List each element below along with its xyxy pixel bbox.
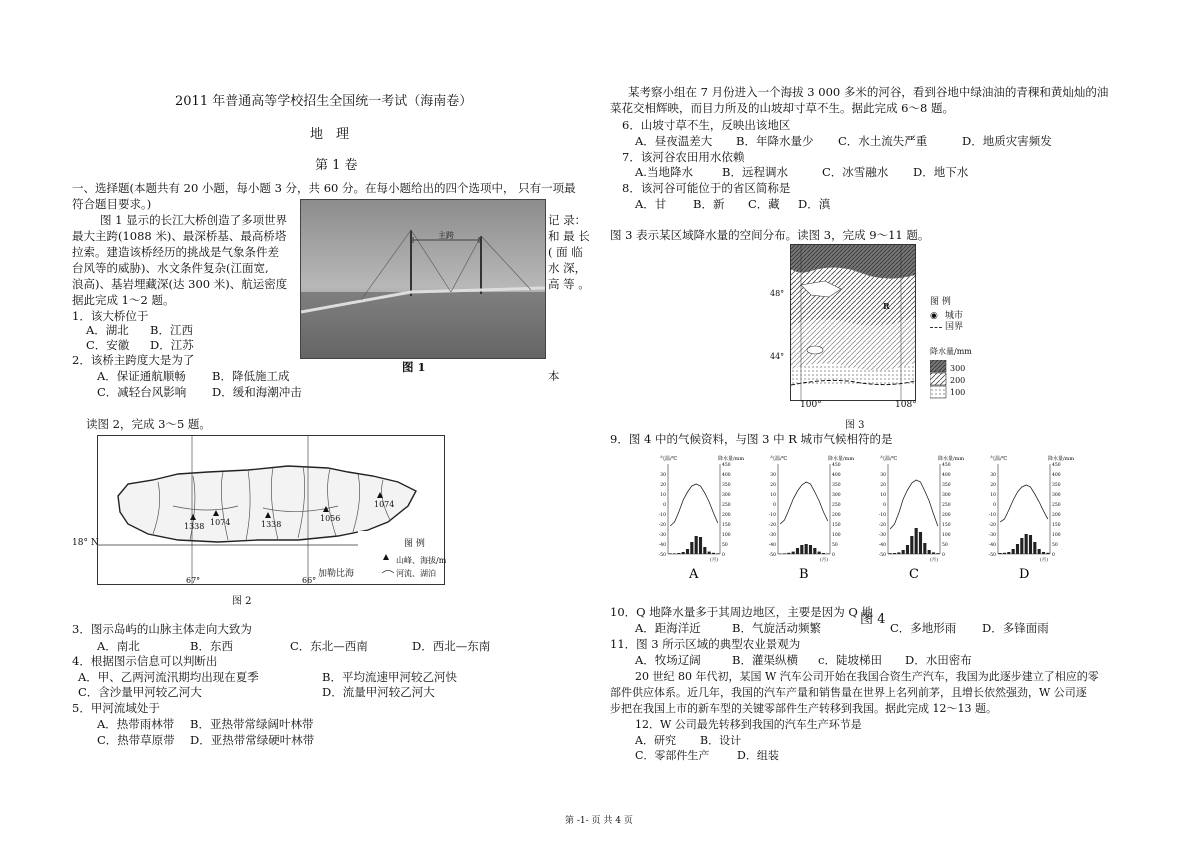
temp-tick-label: 10 [660,493,666,498]
precip-bar [712,553,715,554]
q1-option-c: C．安徽 [86,338,130,352]
temp-tick-label: -10 [768,513,776,518]
fig2-legend-peak: 山峰、海拔/m [396,556,447,565]
temp-tick-label: 0 [883,503,886,508]
figure-4-caption: 图 4 [860,612,886,627]
passage3-line-3: 步把在我国上市的新车型的关键零部件生产转移到我国。据此完成 12～13 题。 [610,702,997,715]
passage2-line-1: 某考察小组在 7 月份进入一个海拔 3 000 多米的河谷，看到谷地中绿油油的青稞和黄灿灿的油 [628,85,1109,99]
q2-option-b: B．降低施工成 [212,369,290,383]
precip-tick-label: 150 [832,523,841,528]
precip-bar [792,552,795,554]
q11-option-a: A．牧场辽阔 [635,653,701,667]
border-symbol-icon [930,327,942,328]
fig2-legend-title: 图 例 [404,539,425,549]
temp-tick-label: 20 [660,483,666,488]
precip-bar [1046,553,1049,554]
precip-bar [897,552,900,554]
q3-option-a: A．南北 [97,639,140,653]
precip-tick-label: 150 [1052,523,1061,528]
q8-option-a: A．甘 [635,197,667,211]
question-3: 3．图示岛屿的山脉主体走向大致为 [72,622,252,636]
precip-tick-label: 100 [832,533,841,538]
temp-tick-label: -20 [988,523,996,528]
fig3-legend-city: 城市 [945,311,964,321]
q1-option-d: D．江苏 [150,338,194,352]
precip-bar [1016,544,1019,554]
precip-bar [822,553,825,554]
precip-bar [910,536,913,554]
precip-axis-label: 降水量/mm [938,456,965,462]
fig3-legend-border: 国界 [945,322,964,332]
precip-bar [923,543,926,554]
precip-tick-label: 450 [722,463,731,468]
temp-tick-label: -50 [878,553,886,558]
q2-option-d: D．缓和海潮冲击 [212,385,302,399]
precip-bar [1025,534,1028,554]
precip-bar [915,528,918,554]
precip-bar [1020,538,1023,554]
q1-option-b: B．江西 [150,323,193,337]
peak-label-5: 1074 [374,500,395,509]
temperature-curve [670,484,718,526]
q10-option-b: B．气旋活动频繁 [732,621,821,635]
latitude-18n-label: 18° N [72,538,99,548]
temp-axis-label: 气温/℃ [990,456,1008,462]
precip-bar [703,547,706,554]
temp-tick-label: 10 [880,493,886,498]
read-figure-3: 图 3 表示某区域降水量的空间分布。读图 3，完成 9～11 题。 [610,228,930,242]
passage3-line-1: 20 世纪 80 年代初，某国 W 汽车公司开始在我国合资生产汽车，我国为此逐步建立了相应的零 [635,670,1099,683]
passage1-right-1: 记 录： [548,213,587,227]
temp-tick-label: 0 [773,503,776,508]
precip-tick-label: 250 [1052,503,1061,508]
precip-bar [906,545,909,554]
precip-bar [787,553,790,554]
temperature-curve [780,482,828,524]
precip-bar [813,548,816,554]
figure-2-island-map [97,435,445,585]
q5-option-c: C．热带草原带 [97,733,175,747]
fig3-precip-title: 降水量/mm [930,347,972,356]
temp-tick-label: 0 [663,503,666,508]
exam-title: 2011 年普通高等学校招生全国统一考试（海南卷） [175,94,473,109]
precip-axis-label: 降水量/mm [718,456,745,462]
q6-option-a: A．昼夜温差大 [635,134,713,148]
read-figure-2: 读图 2，完成 3～5 题。 [86,417,211,431]
precip-bar [1029,535,1032,554]
precip-bar [893,553,896,554]
subject-title: 地 理 [310,127,350,142]
precip-tick-label: 350 [832,483,841,488]
question-6: 6．山坡寸草不生，反映出该地区 [622,118,791,132]
q11-option-c: c．陡坡梯田 [818,653,882,667]
temp-tick-label: -30 [988,533,996,538]
question-4: 4．根据图示信息可以判断出 [72,654,218,668]
precip-tick-label: 200 [942,513,951,518]
temp-tick-label: 10 [770,493,776,498]
precip-tick-label: 0 [722,553,725,558]
figure-1-bridge-photo [300,199,546,359]
precip-tick-label: 350 [722,483,731,488]
temp-tick-label: 20 [770,483,776,488]
caribbean-sea-label: 加勒比海 [318,569,355,579]
precip-tick-label: 400 [942,473,951,478]
passage1-line-4: 台风等的威胁)、水文条件复杂(江面宽, [72,261,269,275]
precip-bar [936,553,939,554]
precip-bar [919,532,922,554]
q2-trailing-char: 本 [548,369,560,383]
temp-axis-label: 气温/℃ [770,456,788,462]
precip-tick-label: 100 [942,533,951,538]
temp-tick-label: -50 [658,553,666,558]
climograph-letter: A [689,567,699,582]
q7-option-c: C．冰雪融水 [822,165,889,179]
precip-bar [796,548,799,554]
precip-bar [677,553,680,554]
precip-tick-label: 50 [832,543,838,548]
q6-option-b: B．年降水量少 [736,134,814,148]
precip-tick-label: 300 [942,493,951,498]
question-8: 8．该河谷可能位于的省区简称是 [622,181,791,195]
q6-option-c: C．水土流失严重 [838,134,928,148]
precip-bar [1038,549,1041,554]
island-map-graphic [98,436,447,584]
precip-tick-label: 300 [1052,493,1061,498]
temp-tick-label: -40 [878,543,886,548]
temp-tick-label: 30 [660,473,666,478]
passage1-line-2: 最大主跨(1088 米)、最深桥基、最高桥塔 [72,229,287,243]
precip-tick-label: 400 [1052,473,1061,478]
fig3-legend-title: 图 例 [930,297,951,307]
precip-tick-label: 300 [722,493,731,498]
question-10: 10．Q 地降水量多于其周边地区，主要是因为 Q 地 [610,605,873,619]
precip-bar [818,552,821,554]
peak-label-1: 1338 [184,522,205,531]
precip-bar [999,553,1002,554]
precip-tick-label: 0 [1052,553,1055,558]
precip-bar [695,536,698,554]
q1-option-a: A．湖北 [86,323,129,337]
question-1: 1．该大桥位于 [72,309,149,323]
figure-3-precipitation-map [790,244,916,401]
q10-option-a: A．距海洋近 [635,621,701,635]
climograph-letter: C [909,567,919,582]
precip-bar [928,550,931,554]
temp-axis-label: 气温/℃ [660,456,678,462]
figure-3-caption: 图 3 [845,420,865,431]
temp-axis-label: 气温/℃ [880,456,898,462]
q8-option-b: B．新 [693,197,725,211]
passage1-right-2: 和 最 长 [548,229,590,243]
precip-bar [682,552,685,554]
question-11: 11．图 3 所示区域的典型农业景观为 [610,637,801,651]
temp-tick-label: 20 [990,483,996,488]
temp-tick-label: -40 [658,543,666,548]
figure-2-caption: 图 2 [232,596,252,607]
temp-tick-label: -30 [878,533,886,538]
precip-tick-label: 250 [942,503,951,508]
climograph-letter: B [799,567,809,582]
precip-tick-label: 450 [942,463,951,468]
temp-tick-label: 30 [770,473,776,478]
month-axis-label: (月) [710,558,719,563]
precip-bar [932,552,935,554]
figure-1-caption: 图 1 [402,360,426,374]
latitude-44-label: 44° [770,352,785,361]
passage3-line-2: 部件供应体系。近几年，我国的汽车产量和销售量在世界上名列前茅，且增长依然强劲，W 公司逐 [610,686,1087,699]
main-span-label: 主跨 [438,231,454,240]
q6-option-d: D．地质灾害频发 [962,134,1052,148]
climograph-set [654,452,1094,612]
q12-option-b: B．设计 [700,734,742,747]
climograph-letter: D [1019,567,1030,582]
temperature-curve [1000,485,1048,522]
temp-tick-label: -50 [988,553,996,558]
passage1-right-4: 水 深， [548,261,587,275]
precip-level-200: 200 [950,376,966,385]
q7-option-b: B．远程调水 [722,165,788,179]
precip-tick-label: 250 [722,503,731,508]
precip-bar [690,542,693,554]
temp-tick-label: 0 [993,503,996,508]
passage1-line-6: 据此完成 1～2 题。 [72,293,175,307]
passage1-line-3: 拉索。建造该桥经历的挑战是气象条件差 [72,245,279,259]
precip-tick-label: 0 [832,553,835,558]
q5-option-b: B．亚热带常绿阔叶林带 [190,717,314,731]
latitude-48-label: 48° [770,289,785,298]
volume-title: 第 1 卷 [315,158,358,173]
q12-option-a: A．研究 [635,734,676,747]
temp-tick-label: 30 [990,473,996,478]
temp-tick-label: -10 [658,513,666,518]
precip-tick-label: 300 [832,493,841,498]
city-symbol-icon: ◉ [930,311,938,321]
intro-line-1: 一、选择题(本题共有 20 小题，每小题 3 分，共 60 分。在每小题给出的四个选项中， 只有一项最 [72,181,576,195]
q3-option-b: B．东西 [190,639,233,653]
precip-tick-label: 100 [722,533,731,538]
precip-tick-label: 400 [832,473,841,478]
temp-tick-label: -40 [768,543,776,548]
precip-bar [805,544,808,554]
temp-tick-label: -40 [988,543,996,548]
precip-bar [669,553,672,554]
q8-option-d: D．滇 [798,197,831,211]
precip-tick-label: 400 [722,473,731,478]
precip-legend-swatches [930,360,948,400]
precip-bar [1033,542,1036,554]
q4-option-a: A．甲、乙两河流汛期均出现在夏季 [78,670,259,684]
precip-tick-label: 0 [942,553,945,558]
page-footer: 第 -1- 页 共 4 页 [565,816,633,826]
precipitation-map-graphic [791,245,915,400]
precip-bar [1007,552,1010,554]
precip-axis-label: 降水量/mm [828,456,855,462]
q2-option-a: A．保证通航顺畅 [97,369,186,383]
precip-bar [708,552,711,554]
peak-label-3: 1338 [261,520,282,529]
q11-option-d: D．水田密布 [905,653,972,667]
temp-tick-label: 30 [880,473,886,478]
q4-option-c: C．含沙量甲河较乙河大 [78,685,202,699]
question-9: 9．图 4 中的气候资料，与图 3 中 R 城市气候相符的是 [610,432,893,446]
precip-bar [673,553,676,554]
precip-bar [889,553,892,554]
longitude-108-label: 108° [895,400,917,410]
precip-level-300: 300 [950,364,966,373]
q5-option-a: A．热带雨林带 [97,717,175,731]
precip-bar [783,553,786,554]
q2-option-c: C．减轻台风影响 [97,385,187,399]
peak-label-2: 1074 [210,518,231,527]
precip-tick-label: 150 [942,523,951,528]
passage1-line-5: 浪高)、基岩埋藏深(达 300 米)、航运密度 [72,277,288,291]
q3-option-c: C．东北—西南 [290,639,368,653]
question-2: 2．该桥主跨度大是为了 [72,353,195,367]
temp-tick-label: -30 [768,533,776,538]
q8-option-c: C．藏 [748,197,780,211]
precip-bar [1003,553,1006,554]
precip-tick-label: 350 [942,483,951,488]
q7-option-a: A.当地降水 [635,165,693,179]
precip-tick-label: 50 [722,543,728,548]
fig2-legend-river: 河流、湖泊 [396,569,436,578]
precip-bar [699,537,702,554]
q12-option-c: C．零部件生产 [635,749,710,762]
precip-tick-label: 250 [832,503,841,508]
q12-option-d: D．组装 [737,749,779,762]
temp-tick-label: -10 [878,513,886,518]
precip-tick-label: 100 [1052,533,1061,538]
figure-4-climographs [654,452,1094,612]
precip-tick-label: 450 [832,463,841,468]
month-axis-label: (月) [1040,558,1049,563]
precip-tick-label: 150 [722,523,731,528]
precip-tick-label: 50 [1052,543,1058,548]
q4-option-b: B．平均流速甲河较乙河快 [322,670,457,684]
q3-option-d: D．西北—东南 [412,639,491,653]
temp-tick-label: -20 [878,523,886,528]
temp-tick-label: -50 [768,553,776,558]
precip-tick-label: 450 [1052,463,1061,468]
precip-bar [686,549,689,554]
precip-bar [800,545,803,554]
temp-tick-label: -20 [768,523,776,528]
precip-bar [1042,552,1045,554]
peak-label-4: 1056 [320,514,341,523]
question-12: 12．W 公司最先转移到我国的汽车生产环节是 [635,718,862,731]
q10-option-d: D．多锋面雨 [982,621,1049,635]
question-5: 5．甲河流域处于 [72,701,160,715]
q7-option-d: D．地下水 [913,165,969,179]
temp-tick-label: -10 [988,513,996,518]
longitude-67-label: 67° [186,576,201,585]
bridge-photo-graphic [301,200,545,358]
q4-option-d: D．流量甲河较乙河大 [322,685,435,699]
passage1-line-1: 图 1 显示的长江大桥创造了多项世界 [100,213,288,227]
passage2-line-2: 菜花交相辉映，而目力所及的山坡却寸草不生。据此完成 6～8 题。 [610,101,954,115]
precip-bar [716,553,719,554]
precip-tick-label: 50 [942,543,948,548]
precip-axis-label: 降水量/mm [1048,456,1075,462]
longitude-100-label: 100° [800,400,822,410]
city-r-marker: R [883,301,890,311]
precip-bar [902,550,905,554]
q10-option-c: C．多地形雨 [890,621,957,635]
precip-tick-label: 350 [1052,483,1061,488]
month-axis-label: (月) [820,558,829,563]
temp-tick-label: 10 [990,493,996,498]
question-7: 7．该河谷农田用水依赖 [622,150,745,164]
temp-tick-label: -30 [658,533,666,538]
longitude-66-label: 66° [302,576,317,585]
precip-bar [1012,549,1015,554]
intro-line-2: 符合题目要求。) [72,197,152,211]
q11-option-b: B．灌渠纵横 [732,653,798,667]
passage1-right-5: 高 等 。 [548,277,590,291]
precip-tick-label: 200 [722,513,731,518]
precip-bar [809,545,812,554]
precip-level-100: 100 [950,388,966,397]
q5-option-d: D．亚热带常绿硬叶林带 [190,733,315,747]
temp-tick-label: -20 [658,523,666,528]
precip-tick-label: 200 [1052,513,1061,518]
temperature-curve [890,480,938,529]
temp-tick-label: 20 [880,483,886,488]
precip-tick-label: 200 [832,513,841,518]
month-axis-label: (月) [930,558,939,563]
passage1-right-3: ( 面 临 [548,245,583,259]
